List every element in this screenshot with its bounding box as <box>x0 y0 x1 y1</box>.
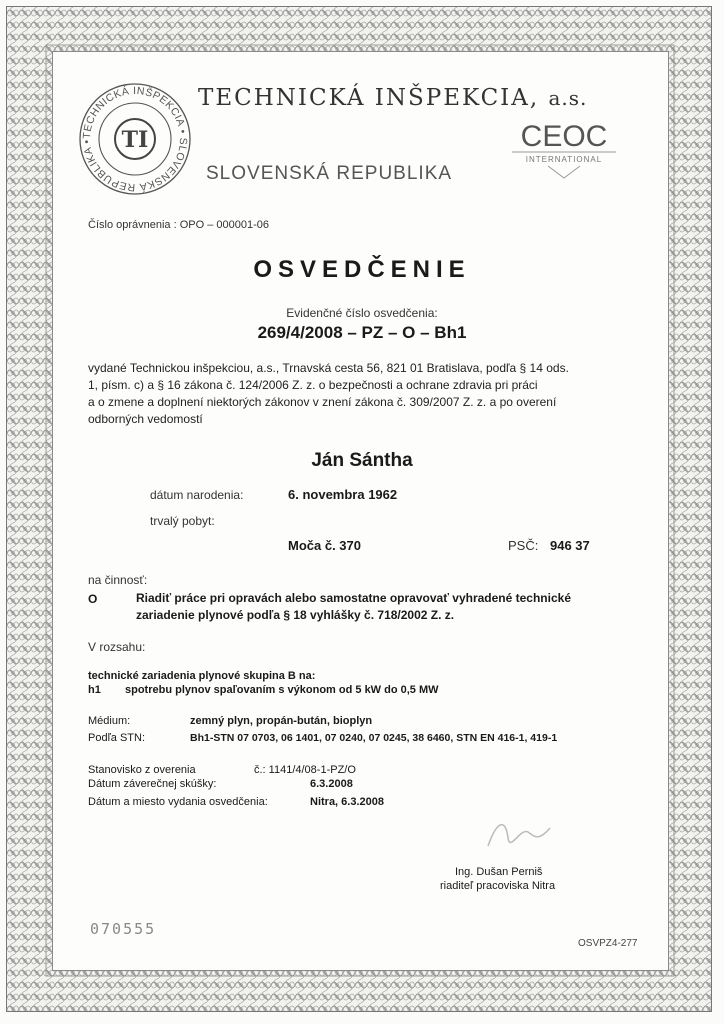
ceoc-logo-sub: INTERNATIONAL <box>525 155 603 164</box>
psc-label: PSČ: <box>508 538 539 553</box>
opinion-label: Stanovisko z overenia <box>88 764 196 776</box>
signatory-name: Ing. Dušan Perniš <box>455 866 543 878</box>
final-exam-value: 6.3.2008 <box>310 778 353 790</box>
scope-description: spotrebu plynov spaľovaním s výkonom od 5 kW do 0,5 MW <box>125 684 439 696</box>
activity-description: Riadiť práce pri opravách alebo samostatne opravovať vyhradené technické zariadenie plynové podľa § 18 vyhlášky č. 718/2002 Z. z. <box>136 591 571 622</box>
activity-letter: O <box>88 592 98 606</box>
signature-mark <box>478 808 558 858</box>
dob-value: 6. novembra 1962 <box>288 487 398 502</box>
serial-number: 070555 <box>90 920 157 938</box>
signatory-role: riaditeľ pracoviska Nitra <box>440 880 556 892</box>
scope-code: h1 <box>88 684 101 696</box>
holder-name: Ján Sántha <box>311 450 413 471</box>
stn-value: Bh1-STN 07 0703, 06 1401, 07 0240, 07 0245, 38 6460, STN EN 416-1, 419-1 <box>190 732 558 744</box>
issuer-paragraph: vydané Technickou inšpekciou, a.s., Trnavská cesta 56, 821 01 Bratislava, podľa § 14 ods. 1, písm. c) a § 16 zákona č. 124/2006 Z. z. o bezpečnosti a ochrane zdravia pri práci a o zmene a doplnení niektorých zákonov v znení zákona č. 309/2007 Z. z. a po overení odborných vedomostí <box>88 361 569 426</box>
scope-label: V rozsahu: <box>88 640 146 654</box>
form-code: OSVPZ4-277 <box>578 938 638 949</box>
scope-group: technické zariadenia plynové skupina B na: <box>88 670 316 682</box>
ti-seal-logo <box>76 80 194 198</box>
issue-value: Nitra, 6.3.2008 <box>310 796 384 808</box>
organization-name: TECHNICKÁ INŠPEKCIA, a.s. <box>198 85 588 111</box>
seal-initials: TI <box>121 127 149 153</box>
psc-value: 946 37 <box>550 538 590 553</box>
country-name: SLOVENSKÁ REPUBLIKA <box>206 163 453 184</box>
address-label: trvalý pobyt: <box>150 514 215 528</box>
registration-label: Evidenčné číslo osvedčenia: <box>286 306 438 320</box>
dob-label: dátum narodenia: <box>150 488 244 502</box>
medium-label: Médium: <box>88 715 131 727</box>
certificate-title: OSVEDČENIE <box>253 256 471 283</box>
address-value: Moča č. 370 <box>288 538 361 553</box>
authorization-number: Číslo oprávnenia : OPO – 000001-06 <box>88 219 270 231</box>
seal-ring-text: TECHNICKÁ INŠPEKCIA • SLOVENSKÁ REPUBLIKA • <box>80 84 190 194</box>
activity-label: na činnosť: <box>88 573 148 587</box>
organization-suffix: a.s. <box>548 86 588 110</box>
issue-label: Dátum a miesto vydania osvedčenia: <box>88 796 268 808</box>
ceoc-logo-text: CEOC <box>520 120 608 153</box>
registration-number: 269/4/2008 – PZ – O – Bh1 <box>257 323 467 342</box>
stn-label: Podľa STN: <box>88 732 146 744</box>
medium-value: zemný plyn, propán-bután, bioplyn <box>190 715 373 727</box>
ceoc-logo <box>508 116 620 186</box>
opinion-value: č.: 1141/4/08-1-PZ/O <box>254 764 356 776</box>
final-exam-label: Dátum záverečnej skúšky: <box>88 778 217 790</box>
